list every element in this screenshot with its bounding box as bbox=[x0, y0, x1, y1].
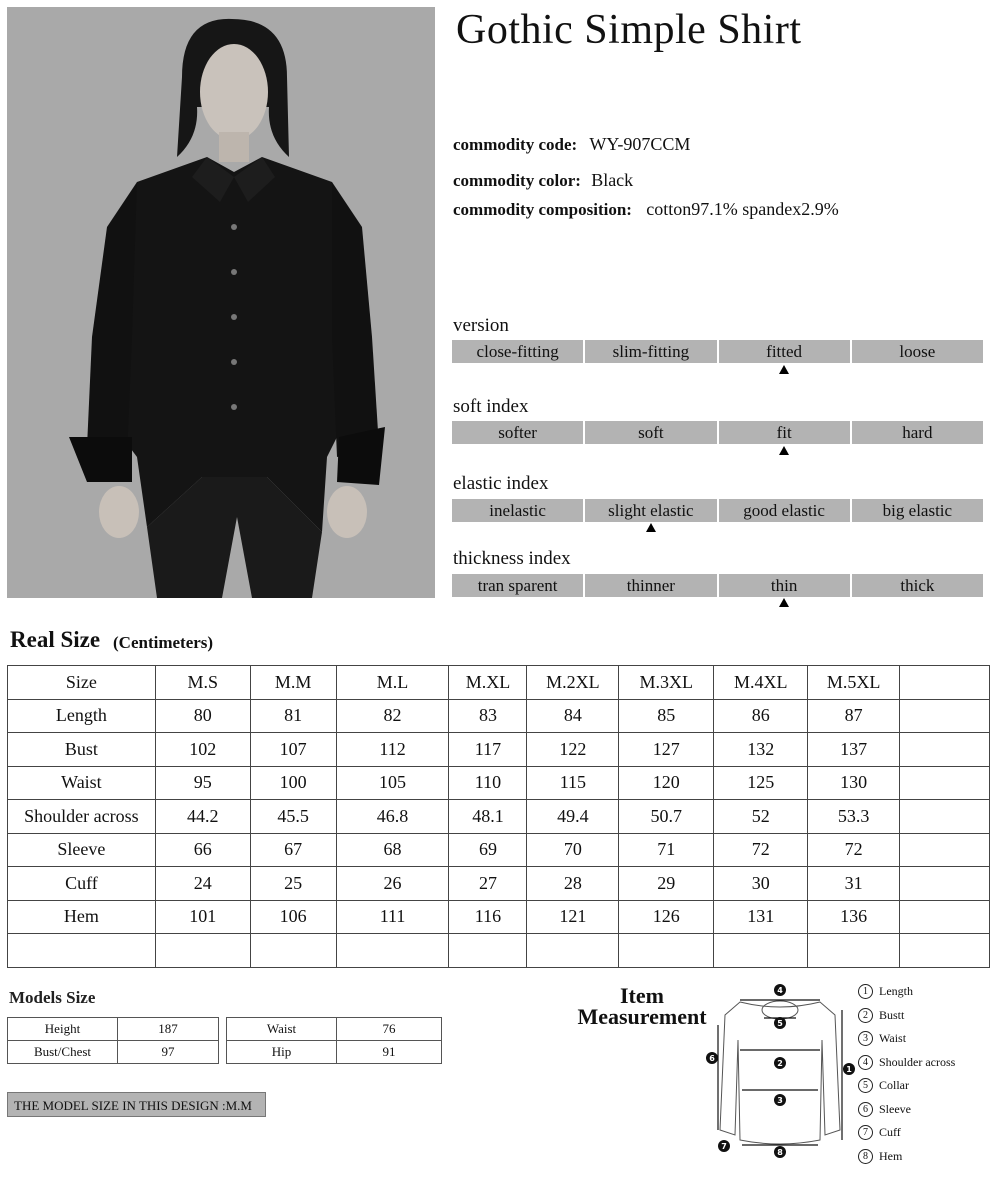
real-size-title: Real Size bbox=[10, 627, 101, 652]
table-cell: 132 bbox=[714, 733, 808, 767]
legend-label: Cuff bbox=[879, 1125, 901, 1140]
table-row bbox=[227, 1041, 442, 1064]
table-cell: 136 bbox=[808, 900, 900, 934]
legend-number: 5 bbox=[858, 1078, 873, 1093]
table-cell: 87 bbox=[808, 699, 900, 733]
table-cell: M.L bbox=[336, 666, 449, 700]
svg-text:6: 6 bbox=[709, 1054, 715, 1063]
table-cell: 31 bbox=[808, 867, 900, 901]
elastic-index-label: elastic index bbox=[453, 473, 549, 494]
table-cell: 26 bbox=[336, 867, 449, 901]
table-cell bbox=[155, 934, 250, 968]
table-cell bbox=[619, 934, 714, 968]
legend-label: Hem bbox=[879, 1148, 903, 1163]
legend-number: 8 bbox=[858, 1149, 873, 1164]
legend-number: 1 bbox=[858, 984, 873, 999]
soft-index-option: hard bbox=[852, 421, 983, 444]
table-cell: 50.7 bbox=[619, 800, 714, 834]
table-cell: 46.8 bbox=[336, 800, 449, 834]
table-cell bbox=[250, 934, 336, 968]
table-cell: Length bbox=[8, 699, 156, 733]
legend-number: 7 bbox=[858, 1125, 873, 1140]
table-cell: 121 bbox=[527, 900, 619, 934]
model-size-note: THE MODEL SIZE IN THIS DESIGN :M.M bbox=[7, 1092, 266, 1117]
thickness-index-option: thick bbox=[852, 574, 983, 597]
table-cell: 53.3 bbox=[808, 800, 900, 834]
elastic-index-option: good elastic bbox=[719, 499, 850, 522]
version-marker-icon bbox=[779, 365, 789, 374]
version-option: slim-fitting bbox=[585, 340, 716, 363]
legend-item bbox=[858, 1051, 955, 1075]
table-cell: 70 bbox=[527, 833, 619, 867]
table-cell bbox=[900, 666, 990, 700]
table-cell: Shoulder across bbox=[8, 800, 156, 834]
table-cell: 100 bbox=[250, 766, 336, 800]
table-cell bbox=[527, 934, 619, 968]
table-cell bbox=[900, 733, 990, 767]
table-cell: 97 bbox=[118, 1041, 219, 1064]
table-cell bbox=[449, 934, 527, 968]
table-cell: 29 bbox=[619, 867, 714, 901]
table-row bbox=[8, 800, 990, 834]
svg-text:4: 4 bbox=[777, 986, 783, 995]
table-cell: Waist bbox=[227, 1018, 337, 1041]
table-cell: 67 bbox=[250, 833, 336, 867]
item-measurement-title-line1: Item bbox=[620, 983, 664, 1008]
table-cell: Hem bbox=[8, 900, 156, 934]
commodity-color-value: Black bbox=[591, 170, 634, 190]
table-cell: 52 bbox=[714, 800, 808, 834]
table-cell bbox=[900, 900, 990, 934]
table-cell: 24 bbox=[155, 867, 250, 901]
soft-index-label: soft index bbox=[453, 396, 529, 417]
commodity-color-label: commodity color: bbox=[453, 171, 581, 190]
legend-label: Waist bbox=[879, 1031, 907, 1046]
soft-index-bar bbox=[452, 421, 983, 444]
table-cell: Bust bbox=[8, 733, 156, 767]
table-cell: 69 bbox=[449, 833, 527, 867]
models-size-table-right bbox=[226, 1017, 442, 1064]
table-cell: 80 bbox=[155, 699, 250, 733]
elastic-index-option: inelastic bbox=[452, 499, 583, 522]
table-cell: 71 bbox=[619, 833, 714, 867]
table-cell: 28 bbox=[527, 867, 619, 901]
table-cell: 117 bbox=[449, 733, 527, 767]
table-cell: 120 bbox=[619, 766, 714, 800]
table-cell bbox=[900, 800, 990, 834]
table-cell: 44.2 bbox=[155, 800, 250, 834]
commodity-composition-row bbox=[453, 199, 839, 220]
legend-label: Bustt bbox=[879, 1007, 905, 1022]
table-cell: 48.1 bbox=[449, 800, 527, 834]
models-size-title: Models Size bbox=[9, 988, 96, 1007]
table-cell: 72 bbox=[714, 833, 808, 867]
legend-item bbox=[858, 1004, 955, 1028]
legend-item bbox=[858, 1027, 955, 1051]
table-cell: 111 bbox=[336, 900, 449, 934]
table-cell: 127 bbox=[619, 733, 714, 767]
soft-index-option: fit bbox=[719, 421, 850, 444]
table-cell: M.M bbox=[250, 666, 336, 700]
measurement-legend bbox=[858, 980, 955, 1168]
legend-number: 4 bbox=[858, 1055, 873, 1070]
table-cell: 72 bbox=[808, 833, 900, 867]
table-cell: 82 bbox=[336, 699, 449, 733]
table-cell: 27 bbox=[449, 867, 527, 901]
table-cell: 30 bbox=[714, 867, 808, 901]
table-cell bbox=[900, 934, 990, 968]
table-cell bbox=[808, 934, 900, 968]
table-cell: 125 bbox=[714, 766, 808, 800]
table-cell: M.4XL bbox=[714, 666, 808, 700]
thickness-index-option: tran sparent bbox=[452, 574, 583, 597]
table-cell bbox=[900, 766, 990, 800]
shirt-measurement-diagram bbox=[700, 980, 860, 1160]
table-row bbox=[8, 1018, 219, 1041]
item-measurement-title bbox=[562, 985, 722, 1027]
table-cell: 76 bbox=[337, 1018, 442, 1041]
elastic-index-marker-icon bbox=[646, 523, 656, 532]
table-cell: 115 bbox=[527, 766, 619, 800]
table-row bbox=[8, 934, 990, 968]
svg-text:1: 1 bbox=[846, 1065, 852, 1074]
table-cell: 107 bbox=[250, 733, 336, 767]
legend-item bbox=[858, 1074, 955, 1098]
svg-text:5: 5 bbox=[777, 1019, 783, 1028]
table-cell: 68 bbox=[336, 833, 449, 867]
table-cell: 131 bbox=[714, 900, 808, 934]
table-cell bbox=[900, 833, 990, 867]
table-cell: M.3XL bbox=[619, 666, 714, 700]
table-cell: Hip bbox=[227, 1041, 337, 1064]
table-cell: 187 bbox=[118, 1018, 219, 1041]
table-row bbox=[8, 867, 990, 901]
table-cell: 137 bbox=[808, 733, 900, 767]
commodity-composition-value: cotton97.1% spandex2.9% bbox=[646, 199, 839, 219]
version-bar bbox=[452, 340, 983, 363]
table-cell: 102 bbox=[155, 733, 250, 767]
table-cell: 101 bbox=[155, 900, 250, 934]
table-cell: M.5XL bbox=[808, 666, 900, 700]
thickness-index-option: thin bbox=[719, 574, 850, 597]
table-cell: M.S bbox=[155, 666, 250, 700]
commodity-color-row bbox=[453, 170, 633, 191]
model-illustration bbox=[7, 7, 435, 598]
table-cell: 112 bbox=[336, 733, 449, 767]
table-cell: 105 bbox=[336, 766, 449, 800]
table-cell: 106 bbox=[250, 900, 336, 934]
table-cell: 84 bbox=[527, 699, 619, 733]
table-cell: M.2XL bbox=[527, 666, 619, 700]
table-cell: 45.5 bbox=[250, 800, 336, 834]
legend-item bbox=[858, 1121, 955, 1145]
product-title: Gothic Simple Shirt bbox=[456, 7, 802, 53]
table-cell: 126 bbox=[619, 900, 714, 934]
table-cell: 110 bbox=[449, 766, 527, 800]
soft-index-marker-icon bbox=[779, 446, 789, 455]
svg-text:3: 3 bbox=[777, 1096, 783, 1105]
thickness-index-marker-icon bbox=[779, 598, 789, 607]
legend-item bbox=[858, 1145, 955, 1169]
real-size-unit: (Centimeters) bbox=[113, 633, 214, 652]
table-cell: Waist bbox=[8, 766, 156, 800]
version-label: version bbox=[453, 315, 509, 336]
legend-item bbox=[858, 980, 955, 1004]
table-cell bbox=[900, 867, 990, 901]
table-cell bbox=[900, 699, 990, 733]
thickness-index-label: thickness index bbox=[453, 548, 571, 569]
table-cell: Sleeve bbox=[8, 833, 156, 867]
table-row bbox=[8, 833, 990, 867]
table-cell: 122 bbox=[527, 733, 619, 767]
table-row bbox=[8, 900, 990, 934]
version-option: fitted bbox=[719, 340, 850, 363]
legend-item bbox=[858, 1098, 955, 1122]
table-cell: 85 bbox=[619, 699, 714, 733]
legend-label: Sleeve bbox=[879, 1101, 911, 1116]
table-row bbox=[8, 699, 990, 733]
commodity-code-value: WY-907CCM bbox=[589, 134, 691, 154]
table-cell bbox=[336, 934, 449, 968]
item-measurement-title-line2: Measurement bbox=[577, 1004, 707, 1029]
table-cell: 91 bbox=[337, 1041, 442, 1064]
thickness-index-bar bbox=[452, 574, 983, 597]
table-cell: 49.4 bbox=[527, 800, 619, 834]
elastic-index-bar bbox=[452, 499, 983, 522]
commodity-code-row bbox=[453, 134, 690, 155]
table-cell: 130 bbox=[808, 766, 900, 800]
table-cell: Size bbox=[8, 666, 156, 700]
table-cell bbox=[8, 934, 156, 968]
table-row bbox=[8, 666, 990, 700]
legend-number: 3 bbox=[858, 1031, 873, 1046]
table-cell bbox=[714, 934, 808, 968]
table-row bbox=[8, 1041, 219, 1064]
legend-label: Length bbox=[879, 984, 913, 999]
table-row bbox=[8, 733, 990, 767]
soft-index-option: softer bbox=[452, 421, 583, 444]
table-cell: 25 bbox=[250, 867, 336, 901]
commodity-composition-label: commodity composition: bbox=[453, 200, 632, 219]
product-photo bbox=[7, 7, 435, 598]
table-cell: 66 bbox=[155, 833, 250, 867]
models-size-table-left bbox=[7, 1017, 219, 1064]
table-cell: Height bbox=[8, 1018, 118, 1041]
version-option: loose bbox=[852, 340, 983, 363]
thickness-index-option: thinner bbox=[585, 574, 716, 597]
table-cell: 86 bbox=[714, 699, 808, 733]
elastic-index-option: slight elastic bbox=[585, 499, 716, 522]
table-cell: 81 bbox=[250, 699, 336, 733]
commodity-code-label: commodity code: bbox=[453, 135, 578, 154]
table-row bbox=[227, 1018, 442, 1041]
soft-index-option: soft bbox=[585, 421, 716, 444]
legend-number: 2 bbox=[858, 1008, 873, 1023]
table-cell: 95 bbox=[155, 766, 250, 800]
svg-text:2: 2 bbox=[777, 1059, 783, 1068]
table-cell: Cuff bbox=[8, 867, 156, 901]
version-option: close-fitting bbox=[452, 340, 583, 363]
svg-text:8: 8 bbox=[777, 1148, 783, 1157]
legend-label: Shoulder across bbox=[879, 1054, 956, 1069]
table-cell: Bust/Chest bbox=[8, 1041, 118, 1064]
table-cell: 116 bbox=[449, 900, 527, 934]
table-row bbox=[8, 766, 990, 800]
svg-text:7: 7 bbox=[721, 1142, 727, 1151]
table-cell: 83 bbox=[449, 699, 527, 733]
legend-label: Collar bbox=[879, 1078, 909, 1093]
size-table bbox=[7, 665, 990, 968]
table-cell: M.XL bbox=[449, 666, 527, 700]
legend-number: 6 bbox=[858, 1102, 873, 1117]
elastic-index-option: big elastic bbox=[852, 499, 983, 522]
